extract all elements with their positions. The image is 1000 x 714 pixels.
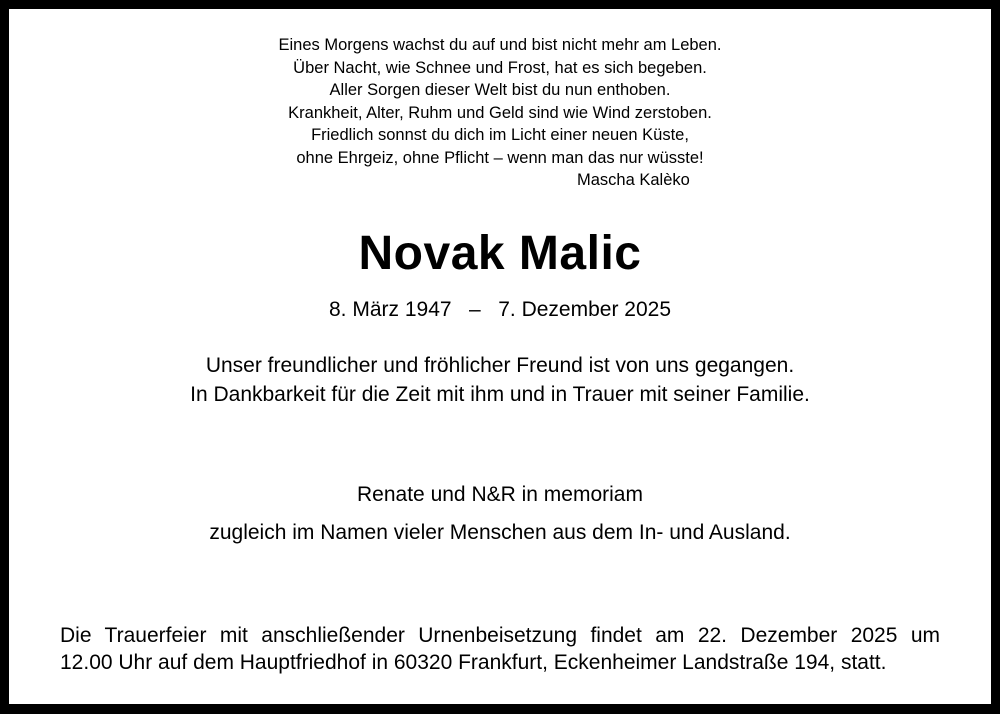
poem-line: ohne Ehrgeiz, ohne Pflicht – wenn man das nur wüsste! [296, 148, 704, 167]
poem-line: Über Nacht, wie Schnee und Frost, hat es sich begeben. [293, 58, 707, 77]
signers [9, 480, 991, 548]
tribute-line: In Dankbarkeit für die Zeit mit ihm und in Trauer mit seiner Familie. [190, 383, 810, 406]
tribute-text [9, 351, 991, 409]
funeral-details-line: 12.00 Uhr auf dem Hauptfriedhof in 60320 Frankfurt, Eckenheimer Landstraße 194, statt. [60, 651, 887, 674]
poem-line: Friedlich sonnst du dich im Licht einer neuen Küste, [311, 126, 689, 144]
poem-line: Krankheit, Alter, Ruhm und Geld sind wie Wind zerstoben. [288, 103, 712, 122]
obituary-notice [9, 9, 991, 704]
tribute-line: Unser freundlicher und fröhlicher Freund ist von uns gegangen. [205, 354, 795, 377]
deceased-name: Novak Malic [358, 227, 642, 280]
signers-names: Renate und N&R in memoriam [357, 483, 643, 506]
signers-note: zugleich im Namen vieler Menschen aus dem In- und Ausland. [209, 521, 791, 544]
poem-line: Eines Morgens wachst du auf und bist nicht mehr am Leben. [278, 36, 722, 54]
funeral-details [60, 622, 940, 676]
poem-quote [9, 34, 991, 192]
funeral-details-line: Die Trauerfeier mit anschließender Urnenbeisetzung findet am 22. Dezember 2025 um [60, 624, 940, 647]
poem-author: Mascha Kalèko [577, 171, 690, 189]
poem-line: Aller Sorgen dieser Welt bist du nun enthoben. [329, 81, 671, 99]
life-dates: 8. März 1947 – 7. Dezember 2025 [328, 298, 672, 321]
